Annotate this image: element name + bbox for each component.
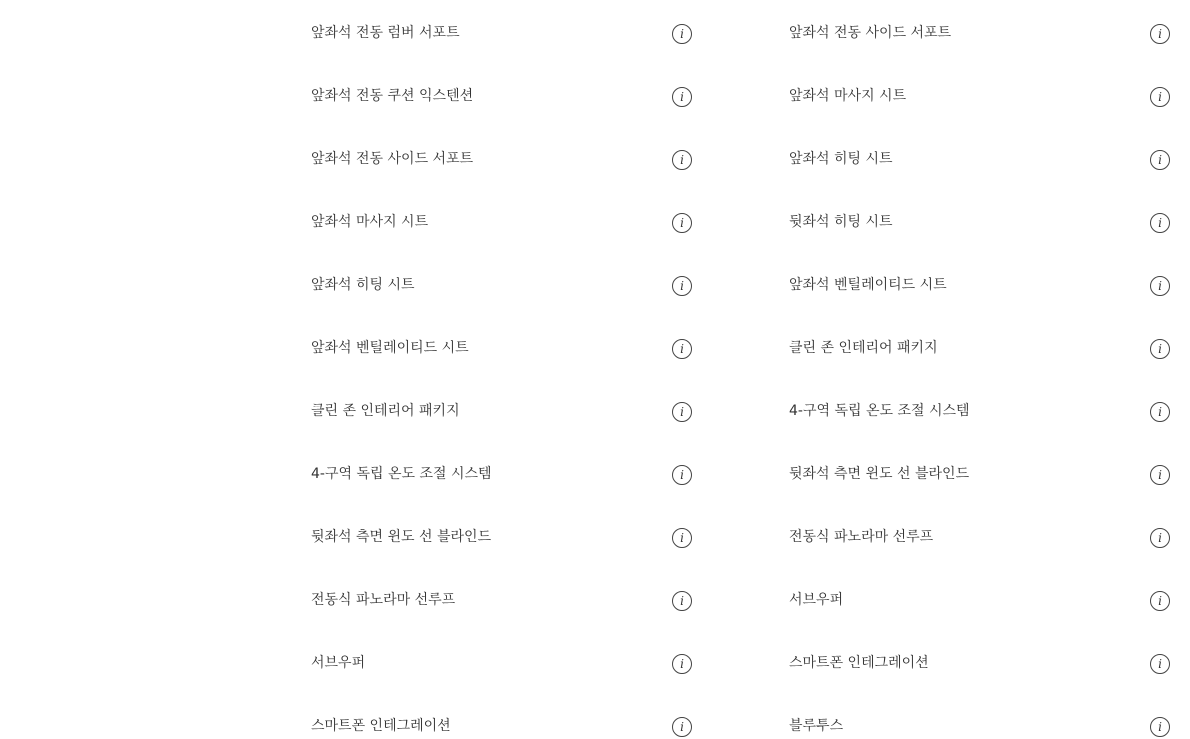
- feature-row: [311, 504, 696, 567]
- info-icon-glyph: i: [680, 405, 684, 419]
- info-icon-glyph: i: [1158, 153, 1162, 167]
- feature-row: [789, 0, 1174, 63]
- info-icon-glyph: i: [1158, 27, 1162, 41]
- info-icon[interactable]: [672, 717, 692, 737]
- info-icon[interactable]: [1150, 402, 1170, 422]
- feature-row: [311, 63, 696, 126]
- info-icon-glyph: i: [680, 27, 684, 41]
- feature-row: [789, 504, 1174, 567]
- info-icon[interactable]: [1150, 339, 1170, 359]
- info-icon-glyph: i: [1158, 720, 1162, 734]
- feature-list-left-column: [311, 0, 696, 739]
- info-icon-glyph: i: [1158, 468, 1162, 482]
- feature-label: 앞좌석 전동 사이드 서포트: [311, 151, 474, 167]
- feature-label: 앞좌석 마사지 시트: [311, 214, 429, 230]
- feature-label: 뒷좌석 측면 윈도 선 블라인드: [311, 529, 492, 545]
- info-icon[interactable]: [672, 465, 692, 485]
- info-icon[interactable]: [672, 591, 692, 611]
- feature-list-right-column: [789, 0, 1174, 739]
- feature-label: 스마트폰 인테그레이션: [789, 655, 929, 671]
- feature-label: 서브우퍼: [311, 655, 366, 671]
- feature-label: 전동식 파노라마 선루프: [789, 529, 934, 545]
- info-icon[interactable]: [672, 528, 692, 548]
- feature-row: [311, 189, 696, 252]
- feature-row: [789, 63, 1174, 126]
- info-icon[interactable]: [1150, 150, 1170, 170]
- feature-label: 클린 존 인테리어 패키지: [311, 403, 460, 419]
- info-icon[interactable]: [672, 87, 692, 107]
- info-icon-glyph: i: [1158, 594, 1162, 608]
- feature-row: [789, 315, 1174, 378]
- feature-row: [311, 315, 696, 378]
- feature-label: 앞좌석 벤틸레이티드 시트: [789, 277, 947, 293]
- feature-row: [789, 126, 1174, 189]
- feature-row: [311, 567, 696, 630]
- feature-label: 앞좌석 전동 사이드 서포트: [789, 25, 952, 41]
- info-icon[interactable]: [1150, 591, 1170, 611]
- feature-label: 전동식 파노라마 선루프: [311, 592, 456, 608]
- info-icon-glyph: i: [1158, 342, 1162, 356]
- feature-label: 4-구역 독립 온도 조절 시스템: [789, 403, 970, 419]
- info-icon[interactable]: [1150, 276, 1170, 296]
- feature-row: [789, 252, 1174, 315]
- info-icon-glyph: i: [680, 594, 684, 608]
- info-icon-glyph: i: [1158, 405, 1162, 419]
- info-icon[interactable]: [672, 24, 692, 44]
- info-icon-glyph: i: [680, 342, 684, 356]
- info-icon[interactable]: [1150, 24, 1170, 44]
- feature-label: 앞좌석 벤틸레이티드 시트: [311, 340, 469, 356]
- feature-label: 서브우퍼: [789, 592, 844, 608]
- info-icon[interactable]: [1150, 528, 1170, 548]
- feature-row: [311, 0, 696, 63]
- info-icon[interactable]: [672, 276, 692, 296]
- info-icon-glyph: i: [1158, 531, 1162, 545]
- info-icon[interactable]: [1150, 465, 1170, 485]
- info-icon-glyph: i: [680, 153, 684, 167]
- info-icon-glyph: i: [680, 90, 684, 104]
- info-icon-glyph: i: [1158, 279, 1162, 293]
- info-icon[interactable]: [672, 150, 692, 170]
- info-icon-glyph: i: [1158, 216, 1162, 230]
- feature-row: [789, 567, 1174, 630]
- info-icon-glyph: i: [680, 216, 684, 230]
- feature-label: 스마트폰 인테그레이션: [311, 718, 451, 734]
- info-icon[interactable]: [1150, 213, 1170, 233]
- info-icon-glyph: i: [680, 531, 684, 545]
- info-icon[interactable]: [1150, 87, 1170, 107]
- feature-label: 앞좌석 히팅 시트: [789, 151, 893, 167]
- feature-row: [789, 441, 1174, 504]
- info-icon-glyph: i: [680, 279, 684, 293]
- info-icon[interactable]: [1150, 654, 1170, 674]
- feature-row: [311, 693, 696, 739]
- feature-label: 앞좌석 히팅 시트: [311, 277, 415, 293]
- feature-row: [789, 378, 1174, 441]
- feature-label: 앞좌석 마사지 시트: [789, 88, 907, 104]
- info-icon[interactable]: [672, 339, 692, 359]
- feature-label: 4-구역 독립 온도 조절 시스템: [311, 466, 492, 482]
- feature-row: [311, 630, 696, 693]
- feature-label: 블루투스: [789, 718, 844, 734]
- feature-row: [789, 693, 1174, 739]
- feature-row: [311, 441, 696, 504]
- feature-label: 클린 존 인테리어 패키지: [789, 340, 938, 356]
- feature-label: 앞좌석 전동 럼버 서포트: [311, 25, 460, 41]
- info-icon[interactable]: [1150, 717, 1170, 737]
- feature-label: 뒷좌석 히팅 시트: [789, 214, 893, 230]
- info-icon-glyph: i: [1158, 657, 1162, 671]
- info-icon[interactable]: [672, 213, 692, 233]
- info-icon-glyph: i: [680, 720, 684, 734]
- info-icon-glyph: i: [1158, 90, 1162, 104]
- feature-row: [789, 189, 1174, 252]
- info-icon-glyph: i: [680, 468, 684, 482]
- info-icon[interactable]: [672, 654, 692, 674]
- feature-label: 앞좌석 전동 쿠션 익스텐션: [311, 88, 474, 104]
- feature-row: [311, 126, 696, 189]
- feature-label: 뒷좌석 측면 윈도 선 블라인드: [789, 466, 970, 482]
- feature-row: [311, 252, 696, 315]
- feature-row: [789, 630, 1174, 693]
- info-icon[interactable]: [672, 402, 692, 422]
- info-icon-glyph: i: [680, 657, 684, 671]
- feature-row: [311, 378, 696, 441]
